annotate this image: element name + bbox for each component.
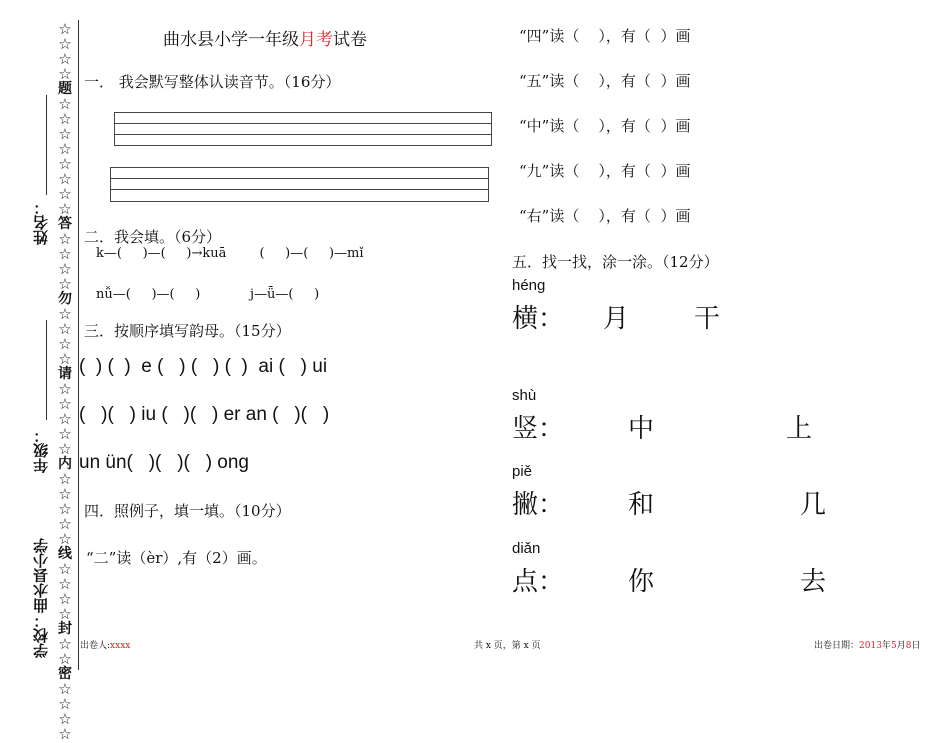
stroke-name: 点：	[512, 567, 565, 597]
page-title	[163, 25, 367, 50]
q4-item: “右”读（ ），有（ ）画	[519, 207, 691, 225]
q4-example: “二”读（èr）,有（2）画。	[86, 549, 267, 567]
binding-word: 内	[58, 456, 72, 472]
binding-word: 勿	[58, 291, 72, 307]
q4-item: “五”读（ ），有（ ）画	[519, 72, 691, 90]
q4-item: “四”读（ ），有（ ）画	[519, 27, 691, 45]
practice-char[interactable]: 去	[800, 567, 827, 597]
school-label: 学校：曲水县小学	[32, 538, 50, 658]
q2-row-1: k—( )—( )→kuā ( )—( )—mǐ	[96, 246, 364, 261]
q4-item: “九”读（ ），有（ ）画	[519, 162, 691, 180]
name-fill-line	[46, 95, 47, 195]
title-suffix: 试卷	[333, 30, 367, 50]
grade-label: 年级：	[32, 428, 50, 473]
q3-row-2: ( )( ) iu ( )( ) er an ( )( )	[79, 404, 330, 425]
q2-row-2: nǚ—( )—( ) j—ǖ—( )	[96, 287, 320, 302]
practice-char[interactable]: 和	[628, 490, 655, 520]
q3-row-3: un ün( )( )( ) ong	[79, 452, 249, 473]
practice-char[interactable]: 几	[800, 490, 827, 520]
q3-row-1: ( ) ( ) e ( ) ( ) ( ) ai ( ) ui	[79, 356, 328, 377]
pinyin-writing-box[interactable]	[110, 167, 489, 202]
name-label: 姓名：	[32, 200, 50, 245]
practice-char[interactable]: 上	[786, 414, 813, 444]
binding-word: 线	[58, 546, 72, 562]
practice-char[interactable]: 月	[603, 304, 630, 334]
stroke-name: 撇：	[512, 490, 565, 520]
star-border: ☆ ☆ ☆ ☆ 题 ☆ ☆ ☆ ☆ ☆ ☆ ☆ ☆ 答 ☆ ☆ ☆ ☆ 勿 ☆ ☆ ☆ ☆ 请 ☆ ☆ ☆ ☆ ☆ 内 ☆ ☆ ☆ ☆ ☆ 线 ☆ ☆ ☆ ☆ 封 ☆ ☆ 密 ☆ ☆ ☆ ☆	[55, 22, 75, 670]
binding-word: 密	[58, 666, 72, 682]
binding-strip	[0, 0, 80, 743]
stroke-pinyin: diǎn	[512, 540, 541, 557]
stroke-name: 横：	[512, 304, 565, 334]
stroke-name: 竖：	[512, 414, 565, 444]
footer-date: 出卷日期：2013年5月8日	[814, 641, 921, 651]
binding-word: 答	[58, 216, 72, 232]
binding-word: 请	[58, 366, 72, 382]
q1-heading: 一． 我会默写整体认读音节。（16分）	[84, 73, 341, 91]
stroke-pinyin: héng	[512, 277, 546, 294]
practice-char[interactable]: 你	[628, 567, 655, 597]
stroke-pinyin: piě	[512, 463, 533, 480]
footer-pages: 共 x 页，第 x 页	[474, 641, 541, 651]
footer-author: 出卷人:xxxx	[80, 641, 131, 651]
pinyin-writing-box[interactable]	[114, 112, 492, 146]
grade-fill-line	[46, 320, 47, 420]
q4-item: “中”读（ ），有（ ）画	[519, 117, 691, 135]
title-highlight: 月考	[299, 30, 333, 50]
q5-heading: 五．找一找，涂一涂。（12分）	[512, 253, 719, 271]
q2-heading: 二．我会填。（6分）	[84, 228, 222, 246]
q3-heading: 三．按顺序填写韵母。（15分）	[84, 322, 291, 340]
binding-line	[78, 20, 79, 670]
footer-author-value: xxxx	[110, 641, 131, 651]
practice-char[interactable]: 中	[628, 414, 655, 444]
title-prefix: 曲水县小学一年级	[163, 30, 299, 50]
stroke-pinyin: shù	[512, 387, 537, 404]
q4-heading: 四．照例子，填一填。（10分）	[84, 502, 291, 520]
practice-char[interactable]: 干	[694, 304, 721, 334]
binding-word: 封	[58, 621, 72, 637]
binding-word: 题	[58, 81, 72, 97]
